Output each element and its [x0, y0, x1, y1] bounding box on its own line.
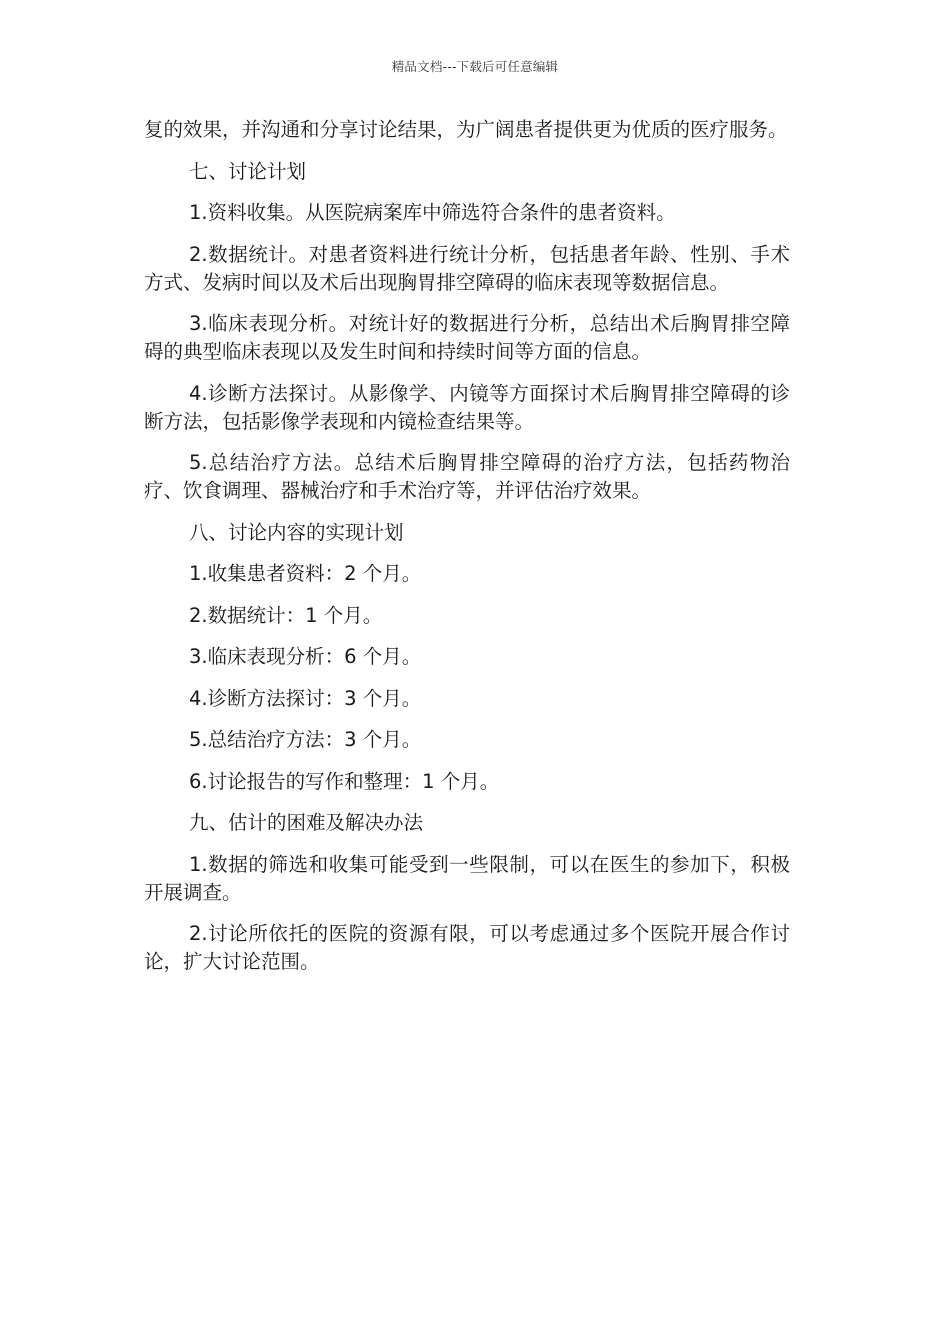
section-heading-difficulties: 九、估计的困难及解决办法 — [189, 811, 424, 834]
difficulty-item-data: 1.数据的筛选和收集可能受到一些限制，可以在医生的参加下，积极开展调查。 — [144, 852, 790, 904]
plan-item-diagnosis: 4.诊断方法探讨。从影像学、内镜等方面探讨术后胸胃排空障碍的诊断方法，包括影像学表现和内镜检查结果等。 — [144, 381, 790, 433]
section-heading-implementation-plan: 八、讨论内容的实现计划 — [189, 520, 404, 544]
schedule-item-diagnosis: 4.诊断方法探讨：3 个月。 — [189, 686, 422, 710]
document-body — [144, 116, 790, 990]
plan-item-statistics: 2.数据统计。对患者资料进行统计分析，包括患者年龄、性别、手术方式、发病时间以及术后出现胸胃排空障碍的临床表现等数据信息。 — [144, 242, 790, 294]
schedule-item-clinical-analysis: 3.临床表现分析：6 个月。 — [189, 645, 422, 668]
schedule-item-statistics: 2.数据统计：1 个月。 — [189, 603, 383, 627]
section-heading-discussion-plan: 七、讨论计划 — [189, 159, 307, 183]
plan-item-clinical-analysis: 3.临床表现分析。对统计好的数据进行分析，总结出术后胸胃排空障碍的典型临床表现以及发生时间和持续时间等方面的信息。 — [144, 312, 790, 363]
schedule-item-report: 6.讨论报告的写作和整理：1 个月。 — [189, 769, 500, 793]
schedule-item-collection: 1.收集患者资料：2 个月。 — [189, 562, 422, 585]
page-header: 精品文档---下载后可任意编辑 — [391, 59, 559, 74]
difficulty-item-resources: 2.讨论所依托的医院的资源有限，可以考虑通过多个医院开展合作讨论，扩大讨论范围。 — [144, 922, 790, 973]
plan-item-data-collection: 1.资料收集。从医院病案库中筛选符合条件的患者资料。 — [189, 201, 676, 224]
schedule-item-treatment: 5.总结治疗方法：3 个月。 — [189, 728, 422, 751]
paragraph-continuation: 复的效果，并沟通和分享讨论结果，为广阔患者提供更为优质的医疗服务。 — [144, 118, 788, 141]
plan-item-treatment: 5.总结治疗方法。总结术后胸胃排空障碍的治疗方法，包括药物治疗、饮食调理、器械治疗和手术治疗等，并评估治疗效果。 — [144, 451, 790, 502]
